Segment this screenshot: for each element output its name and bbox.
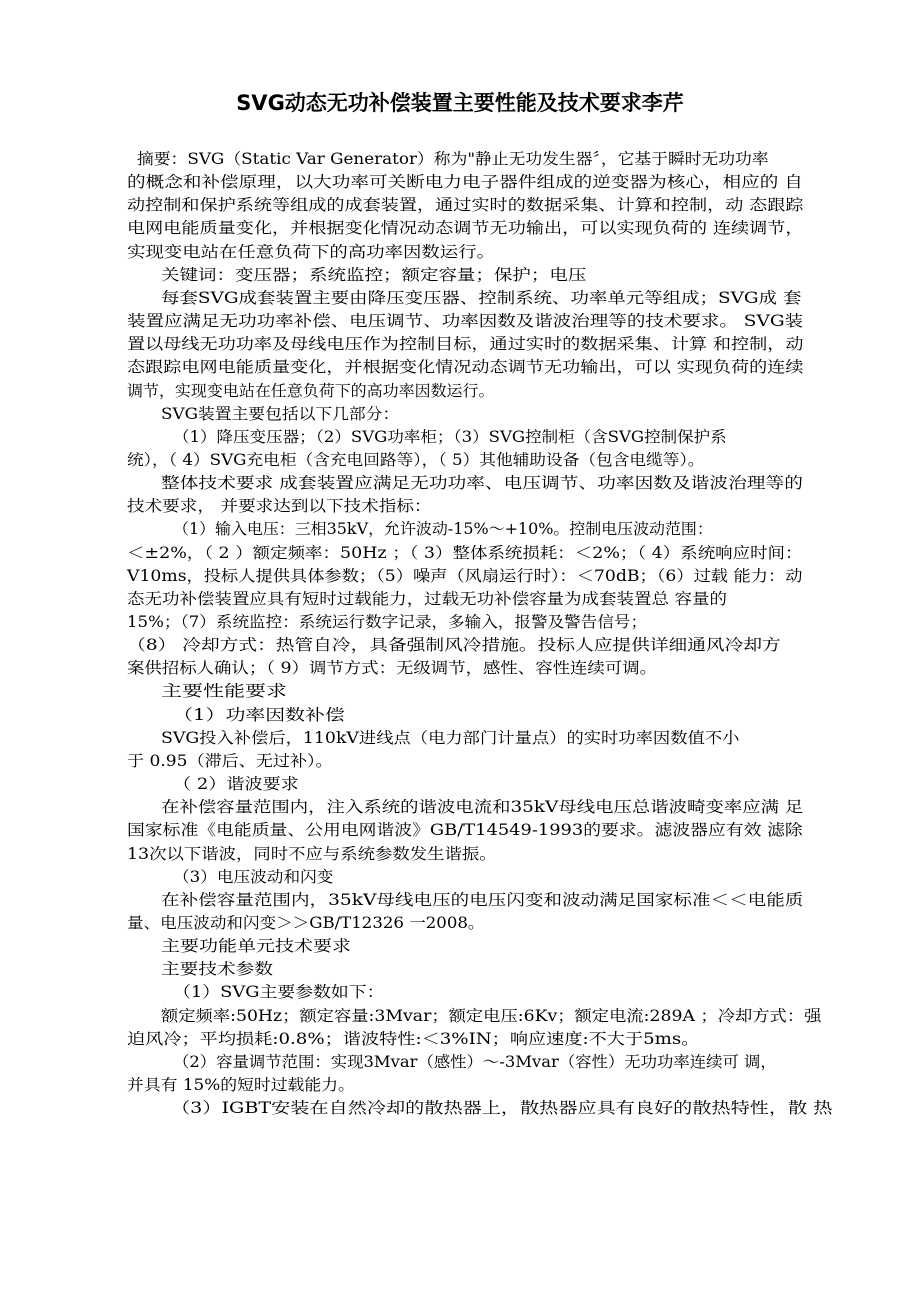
paragraph-line: （3）电压波动和闪变 bbox=[173, 867, 334, 886]
paragraph-line: 迫风冷；平均损耗:0.8%；谐波特性:＜3%IN；响应速度:不大于5ms。 bbox=[127, 1029, 700, 1048]
paragraph-line: 13次以下谐波，同时不应与系统参数发生谐振。 bbox=[127, 844, 497, 863]
paragraph-line: 的概念和补偿原理，以大功率可关断电力电子器件组成的逆变器为核心，相应的 自 bbox=[127, 173, 803, 192]
paragraph-line: 在补偿容量范围内，注入系统的谐波电流和35kV母线电压总谐波畸变率应满 足 bbox=[161, 798, 804, 817]
paragraph-line: 态无功补偿装置应具有短时过载能力，过载无功补偿容量为成套装置总 容量的 bbox=[127, 589, 727, 608]
paragraph-line: 置以母线无功功率及母线电压作为控制目标，通过实时的数据采集、计算 和控制，动 bbox=[127, 335, 804, 354]
paragraph-line: （2）容量调节范围：实现3Mvar（感性）～-3Mvar（容性）无功功率连续可 调， bbox=[173, 1052, 777, 1071]
paragraph-line: （3）IGBT安装在自然冷却的散热器上，散热器应具有良好的散热特性，散 热 bbox=[171, 1099, 833, 1118]
paragraph-line: 调节，实现变电站在任意负荷下的高功率因数运行。 bbox=[127, 381, 495, 400]
paragraph-line: 动控制和保护系统等组成的成套装置，通过实时的数据采集、计算和控制，动 态跟踪 bbox=[127, 196, 804, 215]
paragraph-line: 主要性能要求 bbox=[161, 682, 288, 701]
paragraph-line: 电网电能质量变化，并根据变化情况动态调节无功输出，可以实现负荷的 连续调节， bbox=[127, 219, 804, 238]
paragraph-line: 装置应满足无功功率补偿、电压调节、功率因数及谐波治理等的技术要求。 SVG装 bbox=[127, 312, 804, 331]
paragraph-line: （1）SVG主要参数如下： bbox=[173, 983, 385, 1002]
paragraph-line: （1）输入电压：三相35kV，允许波动-15%～+10%。控制电压波动范围： bbox=[173, 520, 713, 539]
paragraph-line: 主要技术参数 bbox=[161, 960, 274, 979]
paragraph-line: 主要功能单元技术要求 bbox=[161, 937, 352, 956]
paragraph-line: 于 0.95（滞后、无过补）。 bbox=[127, 751, 333, 770]
paragraph-line: （8） 冷却方式：热管自冷，具备强制风冷措施。投标人应提供详细通风冷却方 bbox=[127, 636, 781, 655]
paragraph-line: 并具有 15%的短时过载能力。 bbox=[127, 1076, 355, 1094]
paragraph-line: 量、电压波动和闪变＞＞GB/T12326 一2008。 bbox=[127, 913, 485, 932]
paragraph-line: 15%；（7）系统监控：系统运行数字记录，多输入，报警及警告信号； bbox=[127, 613, 648, 631]
paragraph-line: 摘要：SVG（Static Var Generator）称为"静止无功发生器〞，它基于瞬时无功功率 bbox=[137, 150, 769, 168]
paragraph-line: SVG投入补偿后，110kV进线点（电力部门计量点）的实时功率因数值不小 bbox=[161, 728, 740, 747]
paragraph-line: （1）功率因数补偿 bbox=[173, 705, 345, 724]
paragraph-line: ＜±2%，（ 2 ）额定频率：50Hz ；（ 3）整体系统损耗：＜2%；（ 4）系统响应时间： bbox=[127, 543, 803, 562]
paragraph-line: 实现变电站在任意负荷下的高功率因数运行。 bbox=[127, 242, 496, 261]
document-title: SVG动态无功补偿装置主要性能及技术要求李芹 bbox=[236, 91, 684, 115]
paragraph-line: 态跟踪电网电能质量变化，并根据变化情况动态调节无功输出，可以 实现负荷的连续 bbox=[127, 358, 804, 377]
paragraph-line: 统），（ 4）SVG充电柜（含充电回路等），（ 5）其他辅助设备（包含电缆等）。 bbox=[127, 450, 705, 469]
paragraph-line: 关键词：变压器；系统监控；额定容量；保护；电压 bbox=[161, 265, 587, 284]
paragraph-line: 额定频率:50Hz；额定容量:3Mvar；额定电压:6Kv；额定电流:289A ；冷却方式：强 bbox=[161, 1006, 822, 1025]
paragraph-line: 国家标准《电能质量、公用电网谐波》GB/T14549-1993的要求。滤波器应有效 滤除 bbox=[127, 821, 803, 840]
paragraph-line: V10ms，投标人提供具体参数；（5）噪声（风扇运行时）：＜70dB；（6）过载 能力：动 bbox=[127, 566, 803, 585]
paragraph-line: （ 2）谐波要求 bbox=[173, 775, 299, 794]
paragraph-line: 技术要求， 并要求达到以下技术指标： bbox=[127, 497, 432, 516]
paragraph-line: 每套SVG成套装置主要由降压变压器、控制系统、功率单元等组成；SVG成 套 bbox=[161, 288, 802, 307]
paragraph-line: 案供招标人确认；（ 9）调节方式：无级调节，感性、容性连续可调。 bbox=[127, 659, 658, 678]
paragraph-line: 整体技术要求 成套装置应满足无功功率、电压调节、功率因数及谐波治理等的 bbox=[161, 474, 803, 493]
paragraph-line: 在补偿容量范围内，35kV母线电压的电压闪变和波动满足国家标准＜＜电能质 bbox=[161, 890, 804, 909]
paragraph-line: SVG装置主要包括以下几部分： bbox=[161, 404, 400, 423]
paragraph-line: （1）降压变压器；（2）SVG功率柜；（3）SVG控制柜（含SVG控制保护系 bbox=[173, 427, 727, 446]
